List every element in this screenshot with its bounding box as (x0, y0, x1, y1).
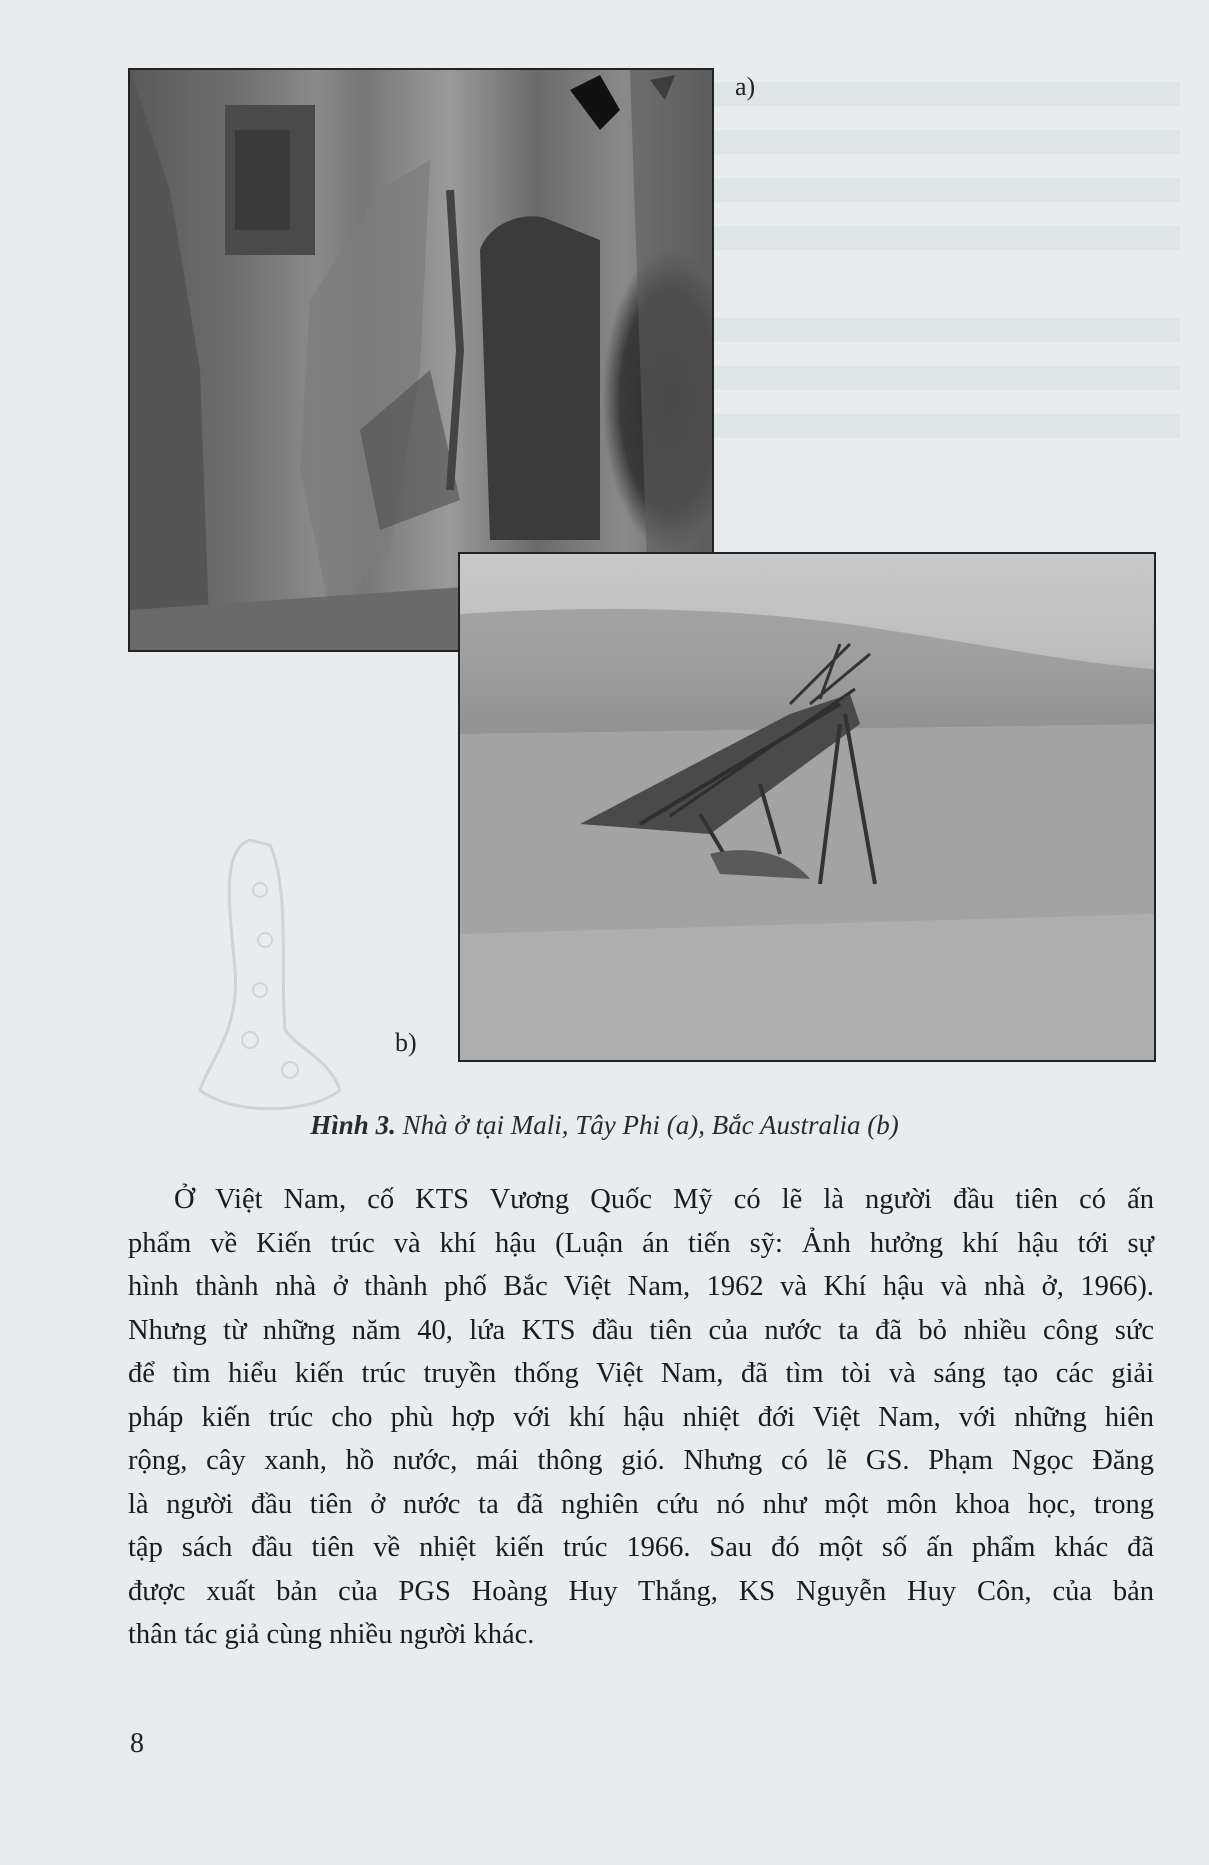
figure-number: Hình 3. (310, 1110, 396, 1140)
figure-caption-text: Nhà ở tại Mali, Tây Phi (a), Bắc Australia (b) (395, 1110, 899, 1140)
bleed-through (710, 226, 1180, 250)
paragraph-line: tập sách đầu tiên về nhiệt kiến trúc 1966. Sau đó một số ấn phẩm khác đã (128, 1532, 1154, 1563)
paragraph-line: là người đầu tiên ở nước ta đã nghiên cứu nó như một môn khoa học, trong (128, 1488, 1154, 1520)
bleed-through (710, 178, 1180, 202)
page-number: 8 (130, 1728, 144, 1759)
figure-label-a: a) (735, 72, 756, 101)
bleed-through (710, 414, 1180, 438)
body-paragraph (128, 1178, 1154, 1657)
ornament-drawing (190, 830, 360, 1120)
bleed-through (710, 366, 1180, 390)
paragraph-line: hình thành nhà ở thành phố Bắc Việt Nam, 1962 và Khí hậu và nhà ở, 1966). (128, 1271, 1154, 1302)
paragraph-line: phẩm về Kiến trúc và khí hậu (Luận án tiến sỹ: Ảnh hưởng khí hậu tới sự (128, 1227, 1154, 1259)
bleed-through (710, 130, 1180, 154)
paragraph-line: pháp kiến trúc cho phù hợp với khí hậu nhiệt đới Việt Nam, với những hiên (128, 1401, 1154, 1433)
paragraph-line: Nhưng từ những năm 40, lứa KTS đầu tiên của nước ta đã bỏ nhiều công sức (128, 1314, 1154, 1346)
bleed-through (710, 318, 1180, 342)
paragraph-line: để tìm hiểu kiến trúc truyền thống Việt Nam, đã tìm tòi và sáng tạo các giải (128, 1358, 1154, 1389)
paragraph-line: được xuất bản của PGS Hoàng Huy Thắng, KS Nguyễn Huy Côn, của bản (128, 1575, 1154, 1607)
figure-label-b: b) (395, 1028, 417, 1057)
bleed-through (710, 82, 1180, 106)
photo-australia-shelter (458, 552, 1156, 1062)
paragraph-line: thân tác giả cùng nhiều người khác. (128, 1619, 535, 1650)
paragraph-line: Ở Việt Nam, cố KTS Vương Quốc Mỹ có lẽ là người đầu tiên có ấn (174, 1184, 1154, 1215)
figure-caption (0, 1110, 1209, 1141)
paragraph-line: rộng, cây xanh, hồ nước, mái thông gió. Nhưng có lẽ GS. Phạm Ngọc Đăng (128, 1445, 1154, 1476)
